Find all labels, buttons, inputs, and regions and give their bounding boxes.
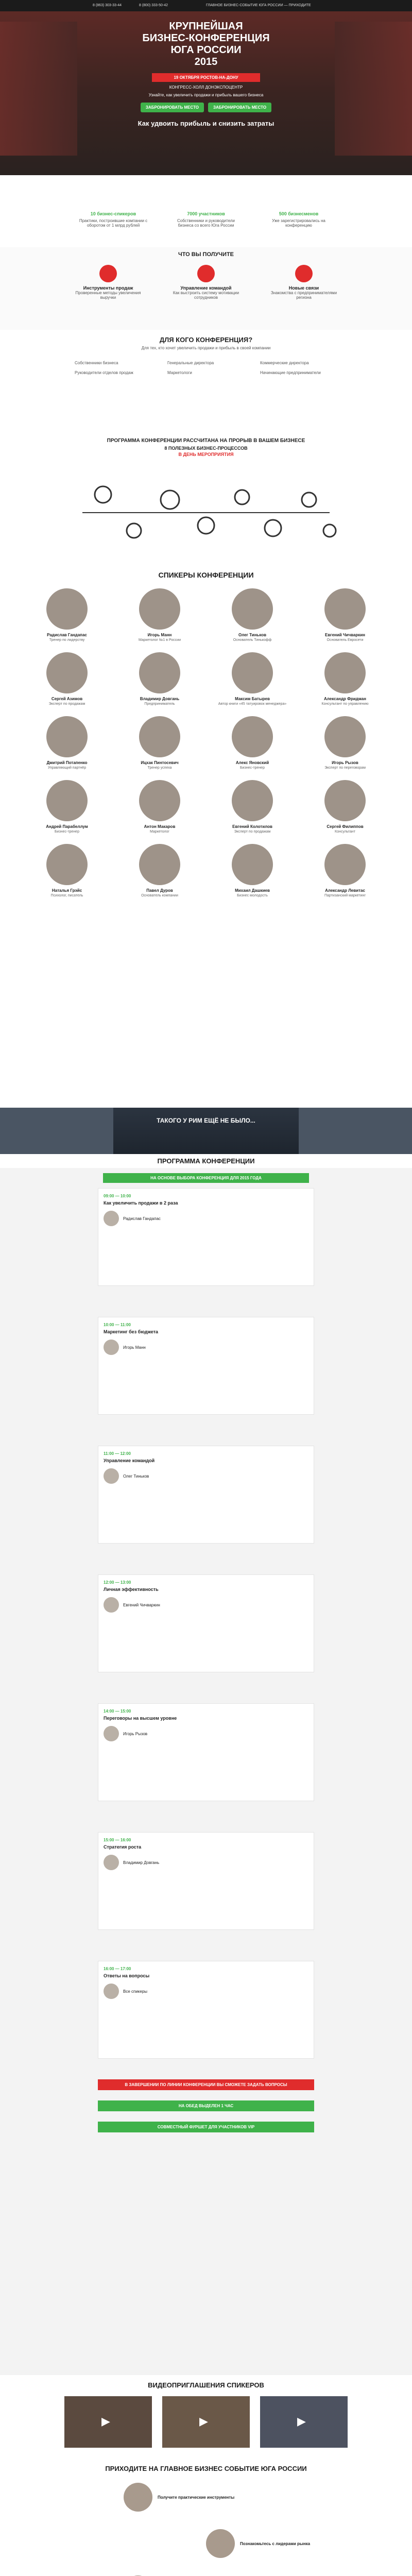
speaker-name: Павел Дуров bbox=[146, 888, 173, 893]
stat-item: 500 бизнесменов Уже зарегистрировались на конференцию bbox=[272, 211, 325, 228]
speaker-photo bbox=[324, 780, 366, 821]
speaker-role: Бизнес-тренер bbox=[55, 830, 79, 834]
speaker-card bbox=[121, 588, 198, 642]
speaker-name: Евгений Колотилов bbox=[232, 824, 272, 829]
program-speaker: Владимир Довгань bbox=[123, 1860, 160, 1865]
hero-venue: КОНГРЕСС-ХОЛЛ ДОНЭКСПОЦЕНТР bbox=[169, 85, 243, 90]
hero-section bbox=[0, 11, 412, 175]
speaker-role: Предприниматель bbox=[144, 702, 175, 706]
speaker-card bbox=[214, 844, 291, 897]
benefit-icon bbox=[295, 265, 313, 282]
program-block bbox=[98, 1574, 314, 1672]
program-topic: Личная эффективность bbox=[104, 1587, 159, 1592]
audience-item: Руководители отделов продаж bbox=[75, 370, 133, 375]
speaker-role: Автор книги «45 татуировок менеджера» bbox=[218, 702, 287, 706]
speaker-name: Игорь Рызов bbox=[332, 760, 358, 765]
speaker-name: Сергей Азимов bbox=[51, 697, 83, 701]
speaker-avatar bbox=[104, 1340, 119, 1355]
invite-text: Получите практические инструменты bbox=[158, 2495, 235, 2500]
program-time: 09:00 — 10:00 bbox=[104, 1194, 131, 1198]
speaker-role: Консультант по управлению bbox=[321, 702, 369, 706]
hero-cta-note: Как удвоить прибыль и снизить затраты bbox=[138, 120, 274, 127]
speaker-role: Эксперт по продажам bbox=[234, 830, 271, 834]
speaker-name: Евгений Чичваркин bbox=[324, 633, 365, 637]
audience-title: ДЛЯ КОГО КОНФЕРЕНЦИЯ? bbox=[159, 336, 253, 344]
program-block bbox=[98, 1961, 314, 2059]
speaker-name: Радислав Гандапас bbox=[47, 633, 87, 637]
speaker-card bbox=[121, 844, 198, 897]
speaker-card bbox=[306, 652, 384, 706]
video-title: ВИДЕОПРИГЛАШЕНИЯ СПИКЕРОВ bbox=[148, 2381, 264, 2389]
speaker-photo bbox=[139, 780, 180, 821]
stat-item: 10 бизнес-спикеров Практики, построившие компании с оборотом от 1 млрд рублей bbox=[79, 211, 148, 228]
speaker-card bbox=[306, 588, 384, 642]
speaker-photo bbox=[139, 844, 180, 885]
program-block bbox=[98, 1317, 314, 1415]
program-topic: Управление командой bbox=[104, 1458, 155, 1463]
program-title: ПРОГРАММА КОНФЕРЕНЦИИ bbox=[157, 1157, 255, 1165]
phone-1[interactable]: 8 (863) 303-33-44 bbox=[93, 4, 122, 7]
speaker-name: Александр Фридман bbox=[324, 697, 366, 701]
audience-item: Маркетологи bbox=[167, 370, 192, 375]
audience-section bbox=[0, 330, 412, 433]
speaker-card bbox=[28, 780, 106, 834]
speaker-name: Сергей Филиппов bbox=[327, 824, 364, 829]
program-speaker: Радислав Гандапас bbox=[123, 1216, 161, 1221]
hero-subtitle: Узнайте, как увеличить продажи и прибыль вашего бизнеса bbox=[148, 93, 264, 97]
program-topic: Переговоры на высшем уровне bbox=[104, 1716, 177, 1721]
speaker-photo bbox=[232, 588, 273, 630]
program-blocks bbox=[98, 1188, 314, 2059]
stats-section bbox=[0, 175, 412, 247]
audience-item: Генеральные директора bbox=[167, 361, 214, 365]
speaker-role: Эксперт по продажам bbox=[48, 702, 85, 706]
speaker-role: Тренер успеха bbox=[147, 766, 172, 770]
program-note-3: СОВМЕСТНЫЙ ФУРШЕТ ДЛЯ УЧАСТНИКОВ VIP bbox=[98, 2122, 314, 2132]
speaker-avatar bbox=[104, 1597, 119, 1613]
speaker-card bbox=[214, 780, 291, 834]
hero-date-badge: 19 ОКТЯБРЯ РОСТОВ-НА-ДОНУ bbox=[152, 73, 260, 82]
benefits-title: ЧТО ВЫ ПОЛУЧИТЕ bbox=[178, 251, 234, 258]
speaker-card bbox=[28, 588, 106, 642]
hero-audience-left bbox=[0, 22, 77, 156]
speaker-photo bbox=[232, 780, 273, 821]
speaker-card bbox=[121, 716, 198, 770]
play-icon[interactable]: ▶ bbox=[199, 2415, 208, 2428]
speaker-name: Ицхак Пинтосевич bbox=[141, 760, 179, 765]
program-time: 14:00 — 15:00 bbox=[104, 1709, 131, 1714]
play-icon[interactable]: ▶ bbox=[101, 2415, 110, 2428]
program-note-2: НА ОБЕД ВЫДЕЛЕН 1 ЧАС bbox=[98, 2100, 314, 2111]
program-section bbox=[0, 1154, 412, 2375]
program-intro-title: ПРОГРАММА КОНФЕРЕНЦИИ РАССЧИТАНА НА ПРОРЫВ В ВАШЕМ БИЗНЕСЕ bbox=[107, 438, 305, 444]
program-topic: Как увеличить продажи в 2 раза bbox=[104, 1200, 178, 1206]
program-topic: Стратегия роста bbox=[104, 1844, 142, 1850]
benefit-item: Инструменты продаж Проверенные методы увеличения выручки bbox=[72, 265, 144, 300]
video-thumb[interactable] bbox=[162, 2396, 250, 2448]
play-icon[interactable]: ▶ bbox=[297, 2415, 306, 2428]
speaker-photo bbox=[139, 588, 180, 630]
speaker-photo bbox=[46, 588, 88, 630]
invite-list bbox=[0, 2483, 412, 2576]
business-process-diagram bbox=[0, 464, 412, 562]
speaker-photo bbox=[46, 780, 88, 821]
speaker-card bbox=[306, 716, 384, 770]
top-header bbox=[0, 0, 412, 11]
speaker-photo bbox=[139, 652, 180, 693]
hero-audience-right bbox=[335, 22, 412, 156]
speaker-name: Дмитрий Потапенко bbox=[46, 760, 88, 765]
speaker-role: Основатель компании bbox=[141, 894, 178, 897]
speaker-card bbox=[121, 780, 198, 834]
benefits-section bbox=[0, 247, 412, 330]
speaker-name: Александр Левитас bbox=[325, 888, 365, 893]
banner-image-right bbox=[299, 1108, 412, 1154]
video-thumb[interactable] bbox=[260, 2396, 348, 2448]
program-intro-subtitle: 8 ПОЛЕЗНЫХ БИЗНЕС-ПРОЦЕССОВ bbox=[164, 446, 248, 451]
speaker-role: Бизнес молодость bbox=[237, 894, 268, 897]
invite-item bbox=[206, 2529, 319, 2558]
invite-section bbox=[0, 2458, 412, 2576]
hero-cta-button[interactable]: ЗАБРОНИРОВАТЬ МЕСТО bbox=[141, 103, 204, 112]
speaker-name: Наталья Грэйс bbox=[52, 888, 82, 893]
speaker-role: Партизанский маркетинг bbox=[324, 894, 366, 897]
speaker-name: Андрей Парабеллум bbox=[46, 824, 88, 829]
program-intro-section bbox=[0, 433, 412, 567]
hero-cta-button-2[interactable]: ЗАБРОНИРОВАТЬ МЕСТО bbox=[208, 103, 271, 112]
phone-2[interactable]: 8 (800) 333-50-42 bbox=[139, 4, 168, 7]
program-speaker: Все спикеры bbox=[123, 1989, 148, 1994]
benefit-icon bbox=[197, 265, 215, 282]
speaker-name: Олег Тиньков bbox=[238, 633, 267, 637]
speaker-avatar bbox=[104, 1468, 119, 1484]
banner-title: ТАКОГО У РИМ ЕЩЁ НЕ БЫЛО... bbox=[157, 1117, 255, 1124]
speaker-card bbox=[214, 716, 291, 770]
speaker-card bbox=[121, 652, 198, 706]
program-block bbox=[98, 1703, 314, 1801]
program-topic: Ответы на вопросы bbox=[104, 1973, 150, 1978]
invite-text: Познакомьтесь с лидерами рынка bbox=[240, 2541, 311, 2546]
speaker-photo bbox=[324, 652, 366, 693]
program-speaker: Игорь Рызов bbox=[123, 1731, 148, 1736]
speaker-card bbox=[306, 844, 384, 897]
program-block bbox=[98, 1446, 314, 1544]
program-intro-link[interactable]: В ДЕНЬ МЕРОПРИЯТИЯ bbox=[178, 452, 234, 457]
speaker-role: Тренер по лидерству bbox=[49, 638, 85, 642]
speaker-photo bbox=[139, 716, 180, 757]
speakers-title: СПИКЕРЫ КОНФЕРЕНЦИИ bbox=[158, 571, 254, 579]
speaker-role: Основатель Тинькофф bbox=[233, 638, 272, 642]
program-time: 15:00 — 16:00 bbox=[104, 1838, 131, 1842]
program-time: 16:00 — 17:00 bbox=[104, 1967, 131, 1971]
audience-item: Начинающие предприниматели bbox=[260, 370, 321, 375]
speaker-photo bbox=[232, 844, 273, 885]
speaker-avatar bbox=[104, 1726, 119, 1741]
speaker-photo bbox=[232, 652, 273, 693]
program-time: 12:00 — 13:00 bbox=[104, 1580, 131, 1585]
speaker-name: Алекс Яновский bbox=[235, 760, 269, 765]
speaker-avatar bbox=[104, 1984, 119, 1999]
speaker-card bbox=[28, 652, 106, 706]
program-speaker: Игорь Манн bbox=[123, 1345, 146, 1350]
program-topic: Маркетинг без бюджета bbox=[104, 1329, 159, 1334]
program-note-1: В ЗАВЕРШЕНИИ ПО ЛИНИИ КОНФЕРЕНЦИИ ВЫ СМОЖЕТЕ ЗАДАТЬ ВОПРОСЫ bbox=[98, 2079, 314, 2090]
speaker-card bbox=[306, 780, 384, 834]
speaker-role: Маркетолог bbox=[150, 830, 169, 834]
speaker-photo bbox=[324, 844, 366, 885]
benefit-item: Управление командой Как выстроить систему мотивации сотрудников bbox=[170, 265, 242, 300]
program-speaker: Олег Тиньков bbox=[123, 1473, 149, 1479]
speaker-photo bbox=[46, 844, 88, 885]
audience-subtitle: Для тех, кто хочет увеличить продажи и прибыль в своей компании bbox=[141, 346, 271, 350]
speaker-card bbox=[28, 844, 106, 897]
stat-item: 7000 участников Собственники и руководители бизнеса со всего Юга России bbox=[177, 211, 235, 228]
video-thumb[interactable] bbox=[64, 2396, 152, 2448]
speaker-avatar bbox=[104, 1855, 119, 1870]
speaker-name: Михаил Дашкиев bbox=[235, 888, 270, 893]
banner-image-left bbox=[0, 1108, 113, 1154]
speaker-photo bbox=[324, 588, 366, 630]
invite-title: ПРИХОДИТЕ НА ГЛАВНОЕ БИЗНЕС СОБЫТИЕ ЮГА РОССИИ bbox=[105, 2465, 307, 2472]
audience-item: Коммерческие директора bbox=[260, 361, 309, 365]
speaker-role: Консультант bbox=[335, 830, 355, 834]
benefit-icon bbox=[99, 265, 117, 282]
invite-photo bbox=[206, 2529, 235, 2558]
program-block bbox=[98, 1832, 314, 1930]
speaker-card bbox=[214, 588, 291, 642]
header-tagline: ГЛАВНОЕ БИЗНЕС-СОБЫТИЕ ЮГА РОССИИ — ПРИХОДИТЕ bbox=[206, 4, 311, 7]
speaker-role: Основатель Евросети bbox=[327, 638, 364, 642]
speaker-role: Психолог, писатель bbox=[50, 894, 83, 897]
speaker-avatar bbox=[104, 1211, 119, 1226]
video-section bbox=[0, 2375, 412, 2458]
speaker-card bbox=[28, 716, 106, 770]
hero-title: КРУПНЕЙШАЯ БИЗНЕС-КОНФЕРЕНЦИЯ ЮГА РОССИИ 2015 bbox=[142, 21, 270, 67]
speaker-name: Владимир Довгань bbox=[140, 697, 180, 701]
program-block bbox=[98, 1188, 314, 1286]
speaker-role: Эксперт по переговорам bbox=[324, 766, 366, 770]
invite-photo bbox=[124, 2483, 152, 2512]
program-time: 11:00 — 12:00 bbox=[104, 1451, 131, 1456]
speaker-photo bbox=[46, 716, 88, 757]
speakers-section bbox=[0, 567, 412, 1108]
speaker-name: Антон Макаров bbox=[144, 824, 176, 829]
speaker-role: Управляющий партнёр bbox=[47, 766, 87, 770]
program-header bbox=[0, 1154, 412, 1168]
speaker-card bbox=[214, 652, 291, 706]
speaker-name: Игорь Манн bbox=[147, 633, 172, 637]
program-time: 10:00 — 11:00 bbox=[104, 1323, 131, 1327]
speakers-grid bbox=[0, 588, 412, 897]
speaker-role: Бизнес-тренер bbox=[240, 766, 265, 770]
program-speaker: Евгений Чичваркин bbox=[123, 1602, 160, 1607]
invite-item bbox=[124, 2483, 237, 2512]
speaker-photo bbox=[324, 716, 366, 757]
speaker-photo bbox=[232, 716, 273, 757]
speaker-name: Максим Батырев bbox=[235, 697, 270, 701]
program-day-note: НА ОСНОВЕ ВЫБОРА КОНФЕРЕНЦИЯ ДЛЯ 2015 ГОДА bbox=[103, 1173, 309, 1183]
audience-item: Собственники бизнеса bbox=[75, 361, 118, 365]
speaker-photo bbox=[46, 652, 88, 693]
benefit-item: Новые связи Знакомства с предпринимателями региона bbox=[268, 265, 340, 300]
speaker-role: Маркетолог №1 в России bbox=[138, 638, 181, 642]
banner-section bbox=[0, 1108, 412, 1154]
